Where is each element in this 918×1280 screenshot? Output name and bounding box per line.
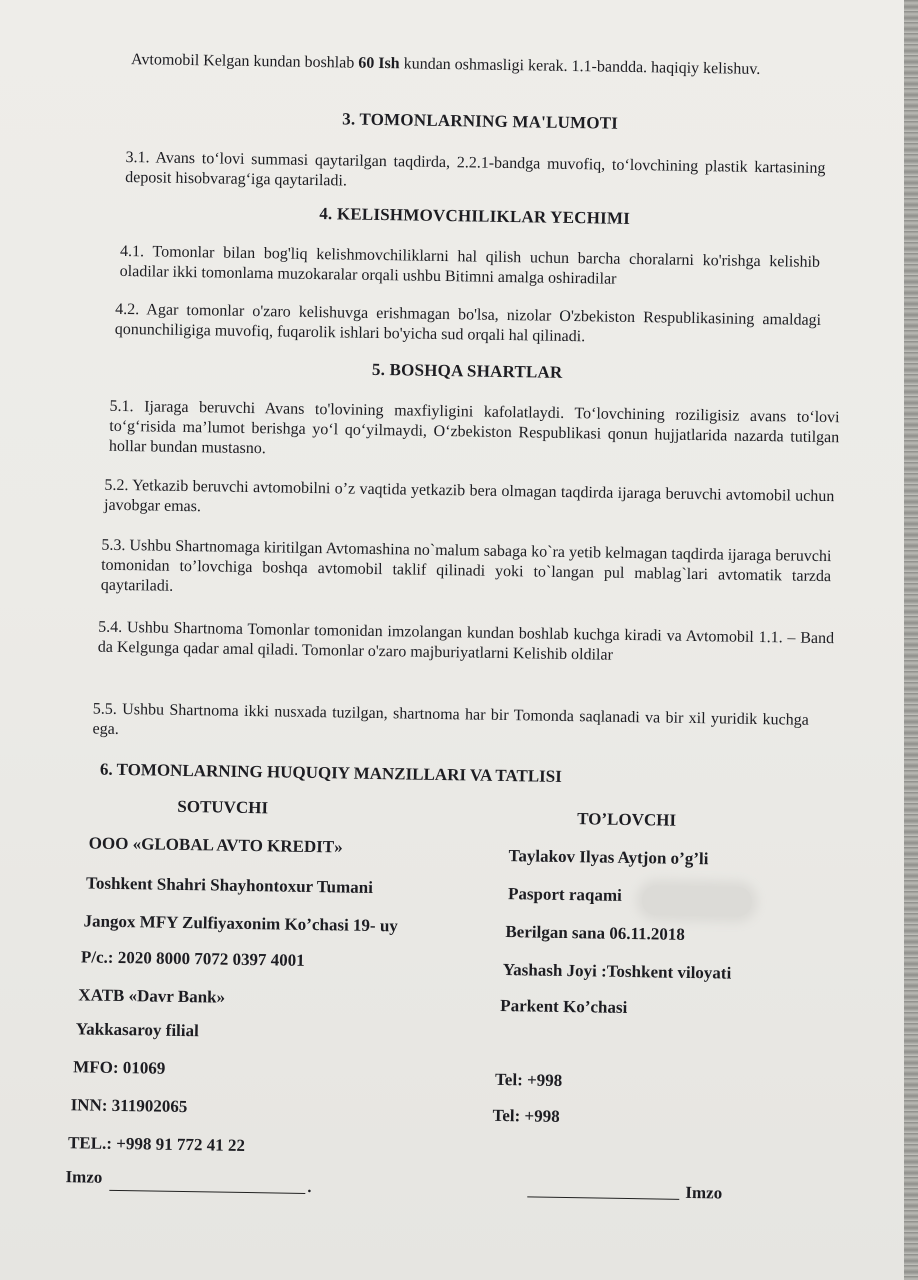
- clause-4-2: 4.2. Agar tomonlar o'zaro kelishuvga erishmagan bo'lsa, nizolar O'zbekiston Respublikasining amaldagi qonunchiligiga muvofiq, fuqarolik ishlari bo'yicha sud orqali hal qilinadi.: [114, 300, 822, 346]
- clause-5-1: 5.1. Ijaraga beruvchi Avans to'lovining maxfiyligini kafolatlaydi. To‘lovchining roziligisiz avans to‘lovi to‘g‘risida ma’lumot berishga yo‘l qo‘yilmaydi, O‘zbekiston Respublikasi qonun hujjatlarida nazarda tutilgan hollar bundan mustasno.: [108, 397, 840, 458]
- page-stack-edge: [904, 0, 918, 1280]
- clause-5-3: 5.3. Ushbu Shartnomaga kiritilgan Avtomashina no`malum sabaga ko`ra yetib kelmagan taqdirda ijaraga beruvchi tomonidan to’lovchiga boshqa avtomobil taklif qilinadi yoki to`langan pul mablag`lari avtomatik tarzda qaytariladi.: [100, 536, 832, 595]
- intro-text: Avtomobil Kelgan kundan boshlab: [130, 51, 359, 72]
- seller-mfo: MFO: 01069: [73, 1057, 166, 1078]
- payer-heading: TO’LOVCHI: [577, 809, 677, 830]
- seller-signature-line: [109, 1190, 305, 1194]
- payer-residence: Yashash Joyi :Toshkent viloyati: [502, 960, 732, 983]
- payer-passport-label: Pasport raqami: [507, 884, 622, 905]
- clause-3-1: 3.1. Avans to‘lovi summasi qaytarilgan taqdirda, 2.2.1-bandga muvofiq, to‘lovchining plastik kartasining deposit hisobvarag‘iga qaytariladi.: [125, 148, 826, 190]
- intro-paragraph: [131, 50, 791, 80]
- intro-text-end: kundan oshmasligi kerak. 1.1-bandda. haqiqiy kelishuv.: [399, 55, 761, 78]
- clause-4-1: 4.1. Tomonlar bilan bog'liq kelishmovchiliklarni hal qilish uchun barcha choralarni ko'rishga kelishib oladilar ikki tomonlama muzokaralar orqali ushbu Bitimni amalga oshiradilar: [119, 242, 821, 288]
- section-5-title: 5. BOSHQA SHARTLAR: [371, 359, 563, 382]
- clause-5-5: 5.5. Ushbu Shartnoma ikki nusxada tuzilgan, shartnoma har bir Tomonda saqlanadi va bir xil yuridik kuchga ega.: [92, 700, 809, 738]
- seller-signature-label: Imzo: [65, 1167, 103, 1187]
- payer-signature-line: [527, 1196, 679, 1199]
- seller-bank: XATB «Davr Bank»: [78, 985, 226, 1007]
- seller-branch: Yakkasaroy filial: [75, 1019, 199, 1041]
- seller-phone: TEL.: +998 91 772 41 22: [67, 1133, 246, 1155]
- seller-heading: SOTUVCHI: [177, 796, 269, 818]
- clause-5-4: 5.4. Ushbu Shartnoma Tomonlar tomonidan imzolangan kundan boshlab kuchga kiradi va Avtomobil 1.1. – Band da Kelgunga qadar amal qiladi. Tomonlar o'zaro majburiyatlarni Kelishib oldilar: [97, 618, 835, 664]
- payer-issue-date: Berilgan sana 06.11.2018: [505, 922, 686, 944]
- section-6-title: 6. TOMONLARNING HUQUQIY MANZILLARI VA TATLISI: [99, 759, 562, 786]
- section-4-title: 4. KELISHMOVCHILIKLAR YECHIMI: [319, 204, 631, 228]
- clause-5-2: 5.2. Yetkazib beruvchi avtomobilni o’z vaqtida yetkazib bera olmagan taqdirda ijaraga beruvchi avtomobil uchun javobgar emas.: [103, 476, 835, 516]
- seller-signature-dot: .: [307, 1178, 312, 1197]
- seller-name: OOO «GLOBAL AVTO KREDIT»: [88, 833, 343, 857]
- seller-address-1: Toshkent Shahri Shayhontoxur Tumani: [85, 873, 374, 897]
- redacted-passport-number: [642, 885, 752, 917]
- payer-street: Parkent Ko’chasi: [500, 995, 628, 1017]
- payer-phone-2: Tel: +998: [492, 1105, 560, 1126]
- payer-signature-label: Imzo: [685, 1182, 723, 1203]
- seller-inn: INN: 311902065: [70, 1095, 188, 1117]
- payer-name: Taylakov Ilyas Aytjon o’g’li: [508, 846, 709, 869]
- intro-bold-text: 60 Ish: [358, 54, 400, 73]
- payer-phone-1: Tel: +998: [494, 1069, 563, 1090]
- seller-address-2: Jangox MFY Zulfiyaxonim Ko’chasi 19- uy: [83, 911, 399, 936]
- seller-account: P/c.: 2020 8000 7072 0397 4001: [80, 947, 305, 970]
- section-3-title: 3. TOMONLARNING MA'LUMOTI: [342, 109, 619, 133]
